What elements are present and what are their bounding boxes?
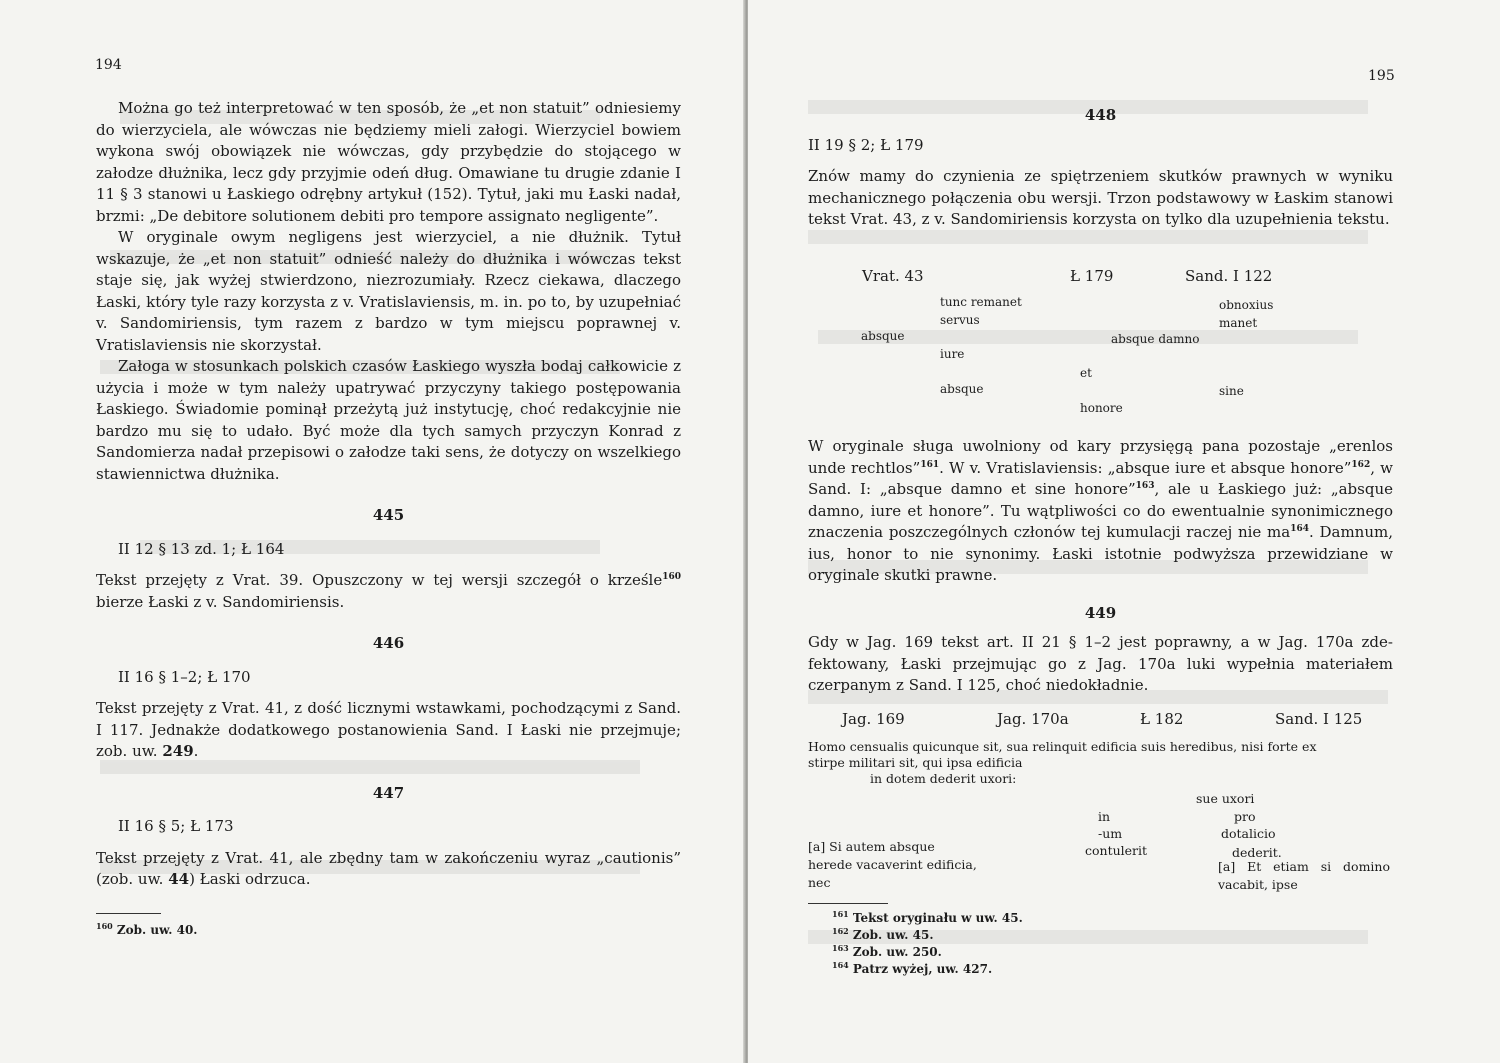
latin-word: servus (940, 313, 980, 327)
section-reference: II 16 § 1–2; Ł 170 (118, 667, 251, 686)
section-number: 449 (1084, 603, 1117, 622)
section-number: 446 (372, 634, 405, 652)
footnote: $^{160}$ Zob. uw. 40. (96, 920, 198, 937)
column-header: Jag. 169 (842, 710, 905, 728)
section-text: Gdy w Jag. 169 tekst art. II 21 § 1–2 jest poprawny, a w Jag. 170a zdefektowany, Łaski przejmując go z Jag. 170a luki wypełnia materiałem czerpanym z Sand. I 125, choć niedokładnie. (808, 633, 1393, 694)
cross-reference: 44 (168, 870, 190, 888)
latin-word: obnoxius (1219, 298, 1274, 312)
section-text: Znów mamy do czynienia ze spiętrzeniem skutków prawnych w wyniku mechanicznego połączenia obu wersji. Trzon podstawowy w Łaskim stanowi tekst Vrat. 43, z v. Sandomiriensis korzysta on tylko dla uzupełnienia tekstu. (808, 167, 1393, 228)
page-number: 194 (95, 57, 122, 73)
latin-block: [a] Si autem absque herede vacaverint edificia, nec (808, 839, 977, 890)
section-number: 448 (1084, 106, 1117, 124)
column-header: Jag. 170a (997, 710, 1069, 728)
column-header: Sand. I 122 (1185, 267, 1273, 285)
right-text-column-middle (808, 436, 1393, 697)
latin-block: [a] Et etiam si domino vacabit, ipse (1218, 859, 1390, 892)
latin-word: pro (1234, 809, 1256, 824)
section-number: 447 (372, 783, 405, 802)
right-text-column-top (808, 105, 1393, 231)
footnote: $^{163}$ Zob. uw. 250. (832, 943, 942, 959)
footnote-marker: 162 (1351, 459, 1371, 470)
footnote: $^{161}$ Tekst oryginału w uw. 45. (832, 909, 1023, 925)
cross-reference: 249 (162, 742, 194, 760)
section-reference: II 12 § 13 zd. 1; Ł 164 (118, 539, 285, 558)
latin-word: manet (1219, 316, 1258, 330)
latin-text: Homo censualis quicunque sit, sua relinquit edificia suis heredibus, nisi forte ex (808, 739, 1317, 754)
latin-word: contulerit (1085, 843, 1148, 858)
section-reference: II 19 § 2; Ł 179 (808, 135, 924, 154)
left-page (0, 0, 745, 1063)
latin-word: sue uxori (1196, 791, 1255, 806)
latin-word: dotalicio (1221, 826, 1276, 841)
column-header: Sand. I 125 (1275, 710, 1363, 728)
footnote-rule (808, 903, 888, 904)
section-text: Tekst przejęty z Vrat. 39. Opuszczony w tej wersji szczegół o krześle$^{160}$ bierze Łaski z v. Sandomiriensis. (96, 571, 681, 611)
latin-word: et (1080, 366, 1092, 380)
latin-word: sine (1219, 384, 1244, 398)
latin-word: -um (1098, 826, 1123, 841)
section-text: Tekst przejęty z Vrat. 41, ale zbędny tam w zakończeniu wyraz „cautionis” (zob. uw. 44) Łaski odrzuca. (96, 848, 681, 888)
page-number: 195 (1368, 68, 1395, 84)
left-text-column (96, 98, 681, 939)
latin-word: absque (940, 382, 984, 396)
section-text: W oryginale sługa uwolniony od kary przysięgą pana pozostaje „erenlos unde rechtlos”$^{161}$. W v. Vratislaviensis: „absque iure et absque honore”$^{162}$, w Sand. I: „absque damno et sine honore”$^{163}$, ale u Łaskiego już: „absque damno, iure et honore”. Tu wątpliwości co do ewentualnie synonimicznego znaczenia poszczególnych członów tej kumulacji raczej nie $ma^{164}$. Damnum, ius, honor to nie synonimy. Łaski istotnie podwyższa przewidziane w oryginale skutki prawne. (808, 437, 1393, 584)
latin-text: stirpe militari sit, qui ipsa edificia (808, 755, 1023, 770)
latin-word: in (1098, 809, 1111, 824)
latin-word: dederit. (1232, 845, 1282, 860)
column-header: Ł 179 (1070, 267, 1114, 285)
section-reference: II 16 § 5; Ł 173 (118, 817, 234, 835)
paragraph: Załoga w stosunkach polskich czasów Łaskiego wyszła bodaj całkowicie z użycia i może w tym należy upatrywać przyczyny takiego postępowania Łaskiego. Świadomie pominął przeżytą już instytucję, choć redakcyjnie nie bardzo mu się to udało. Być może dla tych samych przyczyn Konrad z Sandomierza nadał przepisowi o załodze taki sens, że dotyczy on wszelkiego stawiennictwa dłużnika. (96, 357, 681, 483)
footnote-marker: 164 (1290, 524, 1309, 534)
paragraph: W oryginale owym negligens jest wierzyciel, a nie dłużnik. Tytuł wskazuje, że „et non statuit” odnieść należy do dłużnika i wówczas tekst staje się, jak wyżej stwierdzono, niezrozumiały. Rzecz ciekawa, dlaczego Łaski, który tyle razy korzysta z v. Vratislaviensis, m. in. po to, by uzupełniać v. Sandomiriensis, tym razem z bardzo w tym miejscu poprawnej v. Vratislaviensis nie skorzystał. (96, 228, 681, 354)
latin-word: iure (940, 347, 965, 361)
footnote-marker: 160 (662, 572, 681, 582)
latin-word: absque damno (1111, 332, 1200, 346)
paragraph: Można go też interpretować w ten sposób, że „et non statuit” odniesiemy do wierzyciela, ale wówczas nie będziemy mieli załogi. Wierzyciel bowiem wykona swój obowiązek nie wówczas, gdy przybędzie do stojącego w załodze dłużnika, lecz gdy przyjmie odeń dług. Omawiane tu drugie zdanie I 11 § 3 stanowi u Łaskiego odrębny artykuł (152). Tytuł, jaki mu Łaski nadał, brzmi: „De debitore solutionem debiti pro tempore assignato negligente”. (96, 99, 681, 225)
latin-word: honore (1080, 401, 1123, 415)
footnote: $^{164}$ Patrz wyżej, uw. 427. (832, 960, 993, 976)
footnote-marker: 163 (1135, 481, 1155, 491)
right-page (748, 0, 1500, 1063)
section-number: 445 (372, 506, 405, 524)
latin-word: absque (861, 329, 905, 343)
footnote: $^{162}$ Zob. uw. 45. (832, 926, 934, 942)
latin-word: tunc remanet (940, 295, 1022, 309)
latin-text: in dotem dederit uxori: (870, 771, 1017, 786)
footnote-rule (96, 913, 161, 914)
column-header: Vrat. 43 (862, 267, 924, 285)
footnotes (832, 910, 1332, 978)
section-text: Tekst przejęty z Vrat. 41, z dość licznymi wstawkami, pochodzącymi z Sand. I 117. Jednakże dodatkowego postanowienia Sand. I Łaski nie przejmuje; zob. uw. 249. (96, 699, 681, 760)
column-header: Ł 182 (1140, 710, 1184, 728)
footnote-marker: 161 (920, 459, 940, 470)
